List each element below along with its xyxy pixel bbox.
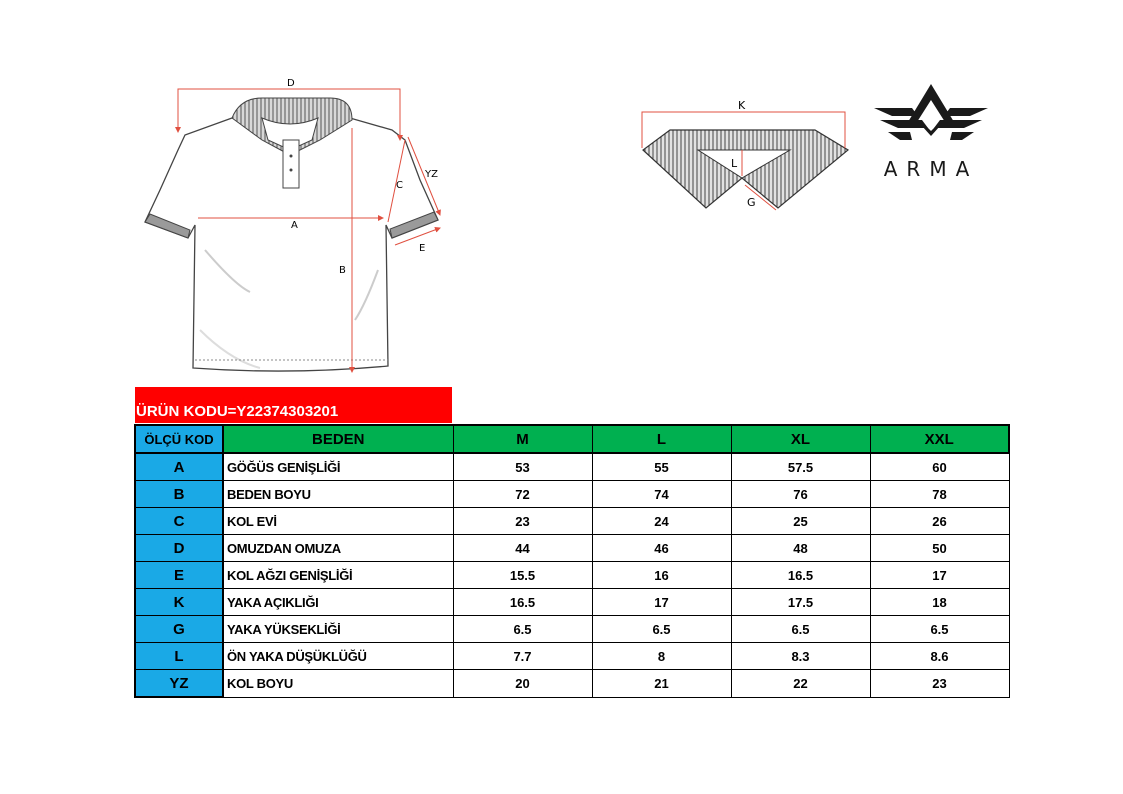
label-l: L: [731, 157, 738, 170]
cell-value: 20: [453, 670, 592, 698]
cell-value: 50: [870, 535, 1009, 562]
cell-value: 16.5: [731, 562, 870, 589]
header-size-m: M: [453, 425, 592, 453]
cell-value: 76: [731, 481, 870, 508]
table-row: [135, 589, 1009, 616]
cell-value: 8.6: [870, 643, 1009, 670]
table-row: [135, 562, 1009, 589]
cell-value: 8.3: [731, 643, 870, 670]
row-code: YZ: [135, 670, 223, 698]
table-header-row: [135, 425, 1009, 453]
label-g: G: [747, 196, 756, 209]
cell-value: 6.5: [592, 616, 731, 643]
label-d: D: [287, 78, 295, 89]
cell-value: 23: [453, 508, 592, 535]
cell-value: 17.5: [731, 589, 870, 616]
cell-value: 18: [870, 589, 1009, 616]
cell-value: 17: [592, 589, 731, 616]
header-size-l: L: [592, 425, 731, 453]
cell-value: 55: [592, 453, 731, 481]
row-code: A: [135, 453, 223, 481]
cell-value: 16: [592, 562, 731, 589]
header-size-code: ÖLÇÜ KOD: [135, 425, 223, 453]
cell-value: 25: [731, 508, 870, 535]
label-c: C: [396, 180, 403, 191]
cell-value: 16.5: [453, 589, 592, 616]
label-e: E: [419, 243, 426, 254]
label-yz: YZ: [425, 169, 438, 180]
collar-diagram: [635, 95, 855, 220]
header-size-xxl: XXL: [870, 425, 1009, 453]
table-row: [135, 616, 1009, 643]
row-label: KOL BOYU: [223, 670, 453, 698]
row-code: B: [135, 481, 223, 508]
row-label: YAKA AÇIKLIĞI: [223, 589, 453, 616]
size-table: [134, 424, 1010, 698]
cell-value: 6.5: [731, 616, 870, 643]
cell-value: 57.5: [731, 453, 870, 481]
header-size-xl: XL: [731, 425, 870, 453]
row-code: G: [135, 616, 223, 643]
row-label: GÖĞÜS GENİŞLİĞİ: [223, 453, 453, 481]
label-k: K: [738, 99, 746, 112]
table-row: [135, 508, 1009, 535]
table-row: [135, 670, 1009, 698]
cell-value: 22: [731, 670, 870, 698]
product-code: ÜRÜN KODU=Y22374303201: [135, 387, 452, 423]
cell-value: 21: [592, 670, 731, 698]
table-row: [135, 535, 1009, 562]
row-code: L: [135, 643, 223, 670]
arma-logo: [870, 80, 995, 180]
brand-name: ARMA: [883, 157, 979, 180]
cell-value: 78: [870, 481, 1009, 508]
row-code: E: [135, 562, 223, 589]
row-label: YAKA YÜKSEKLİĞİ: [223, 616, 453, 643]
cell-value: 17: [870, 562, 1009, 589]
header-beden: BEDEN: [223, 425, 453, 453]
cell-value: 48: [731, 535, 870, 562]
cell-value: 44: [453, 535, 592, 562]
cell-value: 60: [870, 453, 1009, 481]
cell-value: 8: [592, 643, 731, 670]
table-row: [135, 453, 1009, 481]
table-row: [135, 643, 1009, 670]
cell-value: 6.5: [453, 616, 592, 643]
cell-value: 72: [453, 481, 592, 508]
row-label: BEDEN BOYU: [223, 481, 453, 508]
table-row: [135, 481, 1009, 508]
cell-value: 23: [870, 670, 1009, 698]
cell-value: 7.7: [453, 643, 592, 670]
cell-value: 46: [592, 535, 731, 562]
cell-value: 53: [453, 453, 592, 481]
row-label: KOL AĞZI GENİŞLİĞİ: [223, 562, 453, 589]
row-label: OMUZDAN OMUZA: [223, 535, 453, 562]
cell-value: 15.5: [453, 562, 592, 589]
cell-value: 24: [592, 508, 731, 535]
label-b: B: [339, 265, 346, 276]
cell-value: 6.5: [870, 616, 1009, 643]
row-code: D: [135, 535, 223, 562]
cell-value: 26: [870, 508, 1009, 535]
row-label: KOL EVİ: [223, 508, 453, 535]
label-a: A: [291, 220, 298, 231]
row-code: C: [135, 508, 223, 535]
cell-value: 74: [592, 481, 731, 508]
row-code: K: [135, 589, 223, 616]
row-label: ÖN YAKA DÜŞÜKLÜĞÜ: [223, 643, 453, 670]
shirt-diagram: [135, 70, 455, 380]
